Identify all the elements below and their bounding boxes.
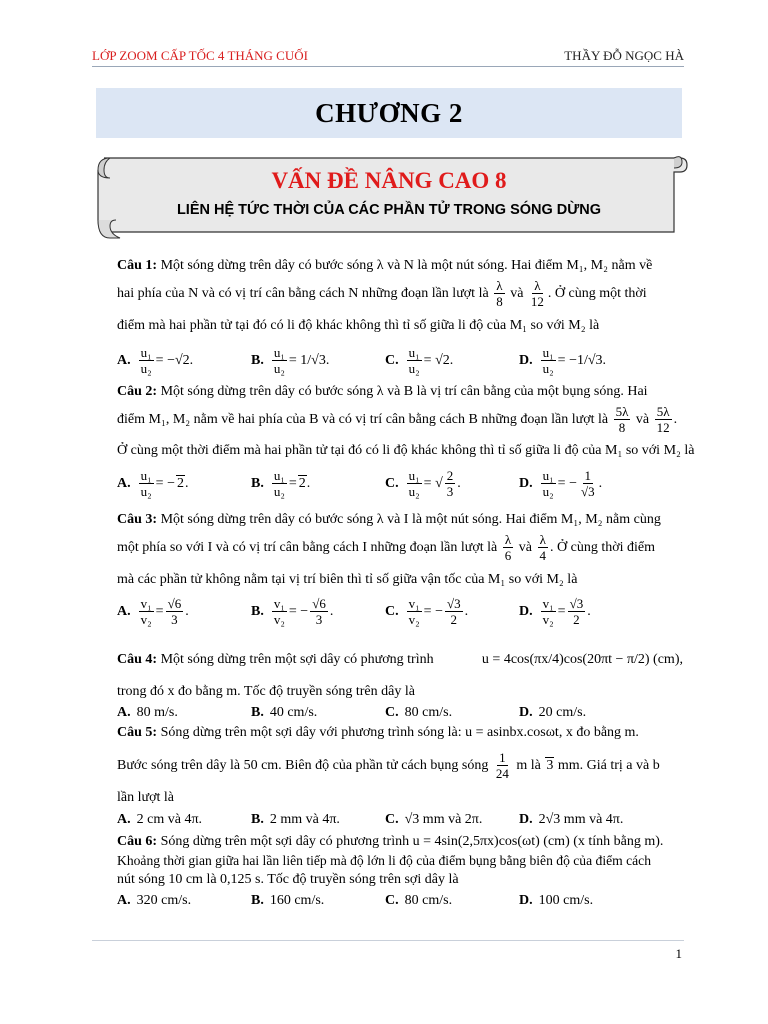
- q2-answer-d[interactable]: D. $\frac{\text{u₁}}{\text{u₂}}$ = − $\frac{1}{√3}$ .: [519, 468, 603, 499]
- topic-banner: [90, 148, 688, 244]
- q1-answer-c[interactable]: C. $\frac{\text{u₁}}{\text{u₂}}$ = √2.: [385, 345, 454, 376]
- q4-answers: [117, 705, 683, 723]
- chapter-title: CHƯƠNG 2: [96, 88, 682, 138]
- header-left: LỚP ZOOM CẤP TỐC 4 THÁNG CUỐI: [92, 48, 308, 63]
- q2-line3: Ở cùng một thời điểm mà hai phần tử tại đó có li độ khác không thì tỉ số giữa li độ của M₁ so với M₂ là: [117, 443, 695, 458]
- q5-answer-a[interactable]: A. 2 cm và 4π.: [117, 812, 203, 827]
- q5-line3: lần lượt là: [117, 790, 174, 805]
- q3-fraction-2: $\frac{\lambda}{4}$: [539, 532, 546, 563]
- q6-answer-d[interactable]: D. 100 cm/s.: [519, 893, 594, 908]
- topic-title: VẤN ĐỀ NÂNG CAO 8: [271, 168, 507, 193]
- q1-answer-a[interactable]: A. $\frac{\text{u₁}}{\text{u₂}}$ = −√2.: [117, 345, 194, 376]
- q5-answer-d[interactable]: D. 2√3 mm và 4π.: [519, 812, 624, 827]
- q2-fraction-2: $\frac{5\lambda}{12}$: [656, 404, 670, 435]
- q3-answer-d[interactable]: D. $\frac{\text{v₁}}{\text{v₂}}$ = $\frac{√3}{2}$ .: [519, 596, 591, 627]
- topic-subtitle: LIÊN HỆ TỨC THỜI CỦA CÁC PHẦN TỬ TRONG SÓNG DỪNG: [176, 202, 602, 218]
- q6-answer-c[interactable]: C. 80 cm/s.: [385, 893, 453, 908]
- q1-fraction-1: $\frac{\lambda}{8}$: [496, 278, 503, 309]
- q6-line1: Câu 6: Sóng dừng trên một sợi dây có phương trình u = 4sin(2,5πx)cos(ωt) (cm) (x tính bằng m).: [117, 834, 664, 849]
- q2-line2: điểm M₁, M₂ nằm về hai phía của B và có vị trí cân bằng cách B những đoạn lần lượt là $\frac{5\lambda}{8}$ và $\frac{5\lambda}{12}$ .: [117, 404, 678, 435]
- q3-line3: mà các phần tử không nằm tại vị trí biên thì tỉ số giữa vận tốc của M₁ so với M₂ là: [117, 572, 578, 587]
- q1-answer-d[interactable]: D. $\frac{\text{u₁}}{\text{u₂}}$ = −1/√3.: [519, 345, 607, 376]
- q6-answer-a[interactable]: A. 320 cm/s.: [117, 893, 192, 908]
- q5-answer-c[interactable]: C. √3 mm và 2π.: [385, 812, 483, 827]
- q2-answers: [117, 468, 683, 504]
- q5-fraction: $\frac{1}{24}$: [495, 750, 509, 781]
- q3-answer-b[interactable]: B. $\frac{\text{v₁}}{\text{v₂}}$ = − $\frac{√6}{3}$ .: [251, 596, 334, 627]
- q1-answer-b[interactable]: B. $\frac{\text{u₁}}{\text{u₂}}$ = 1/√3.: [251, 345, 330, 376]
- header-divider: [92, 66, 684, 67]
- q1-fraction-2: $\frac{\lambda}{12}$: [530, 278, 544, 309]
- q3-line2: một phía so với I và có vị trí cân bằng cách I những đoạn lần lượt là $\frac{\lambda}{6}$ và $\frac{\lambda}{4}$ . Ở cùng thời điểm: [117, 532, 655, 563]
- q6-answers: [117, 893, 683, 911]
- q1-line2: hai phía của N và có vị trí cân bằng cách N những đoạn lần lượt là $\frac{\lambda}{8}$ và $\frac{\lambda}{12}$ . Ở cùng một thời: [117, 278, 647, 309]
- header-right: THẦY ĐỖ NGỌC HÀ: [564, 48, 684, 63]
- q3-fraction-1: $\frac{\lambda}{6}$: [504, 532, 512, 563]
- q5-line2: Bước sóng trên dây là 50 cm. Biên độ của phần tử cách bụng sóng $\frac{1}{24}$ m là 3 mm. Giá trị a và b: [117, 750, 660, 781]
- q6-answer-b[interactable]: B. 160 cm/s.: [251, 893, 325, 908]
- q4-answer-b[interactable]: B. 40 cm/s.: [251, 705, 318, 720]
- q2-line1: Câu 2: Một sóng dừng trên dây có bước sóng λ và B là vị trí cân bằng của một bụng sóng. Hai: [117, 384, 648, 399]
- q1-line1: Câu 1: Một sóng dừng trên dây có bước sóng λ và N là một nút sóng. Hai điểm M₁, M₂ nằm về: [117, 258, 653, 273]
- q1-answers: [117, 345, 683, 377]
- q3-answer-c[interactable]: C. $\frac{\text{v₁}}{\text{v₂}}$ = − $\frac{√3}{2}$ .: [385, 596, 469, 627]
- q1-line3: điểm mà hai phần tử tại đó có li độ khác không thì tỉ số giữa li độ của M₁ so với M₂ là: [117, 318, 600, 333]
- q4-line2: trong đó x đo bằng m. Tốc độ truyền sóng trên dây là: [117, 684, 415, 699]
- q4-equation: u = 4cos(πx/4)cos(20πt − π/2) (cm),: [481, 652, 683, 667]
- scroll-banner-icon: [90, 148, 688, 244]
- q5-answer-b[interactable]: B. 2 mm và 4π.: [251, 812, 340, 827]
- q2-fraction-1: $\frac{5\lambda}{8}$: [615, 404, 629, 435]
- q2-answer-b[interactable]: B. $\frac{\text{u₁}}{\text{u₂}}$ = 2 .: [251, 468, 311, 499]
- q2-answer-a[interactable]: A. $\frac{\text{u₁}}{\text{u₂}}$ = − 2 .: [117, 468, 189, 499]
- q4-answer-c[interactable]: C. 80 cm/s.: [385, 705, 453, 720]
- q3-line1: Câu 3: Một sóng dừng trên dây có bước sóng λ và I là một nút sóng. Hai điểm M₁, M₂ nằm cùng: [117, 512, 661, 527]
- q4-line1: Câu 4: Một sóng dừng trên một sợi dây có phương trình u = 4cos(πx/4)cos(20πt − π/2) (cm),: [117, 652, 683, 667]
- q6-line3: nút sóng 10 cm là 0,125 s. Tốc độ truyền sóng trên sợi dây là: [117, 872, 459, 887]
- q5-line1: Câu 5: Sóng dừng trên một sợi dây với phương trình sóng là: u = asinbx.cosωt, x đo bằng m.: [117, 725, 639, 740]
- q4-answer-d[interactable]: D. 20 cm/s.: [519, 705, 587, 720]
- q6-line2: Khoảng thời gian giữa hai lần liên tiếp mà độ lớn li độ của điểm bụng bằng biên độ của điểm cách: [117, 853, 652, 868]
- footer-divider: [92, 940, 684, 941]
- q4-answer-a[interactable]: A. 80 m/s.: [117, 705, 178, 720]
- q5-answers: [117, 812, 683, 830]
- q3-answer-a[interactable]: A. $\frac{\text{v₁}}{\text{v₂}}$ = $\frac{√6}{3}$ .: [117, 596, 189, 627]
- page-number: 1: [675, 946, 682, 961]
- q2-answer-c[interactable]: C. $\frac{\text{u₁}}{\text{u₂}}$ = √ $\frac{2}{3}$ .: [385, 468, 461, 499]
- q1-number: Câu 1:: [117, 258, 158, 273]
- q3-answers: [117, 596, 683, 632]
